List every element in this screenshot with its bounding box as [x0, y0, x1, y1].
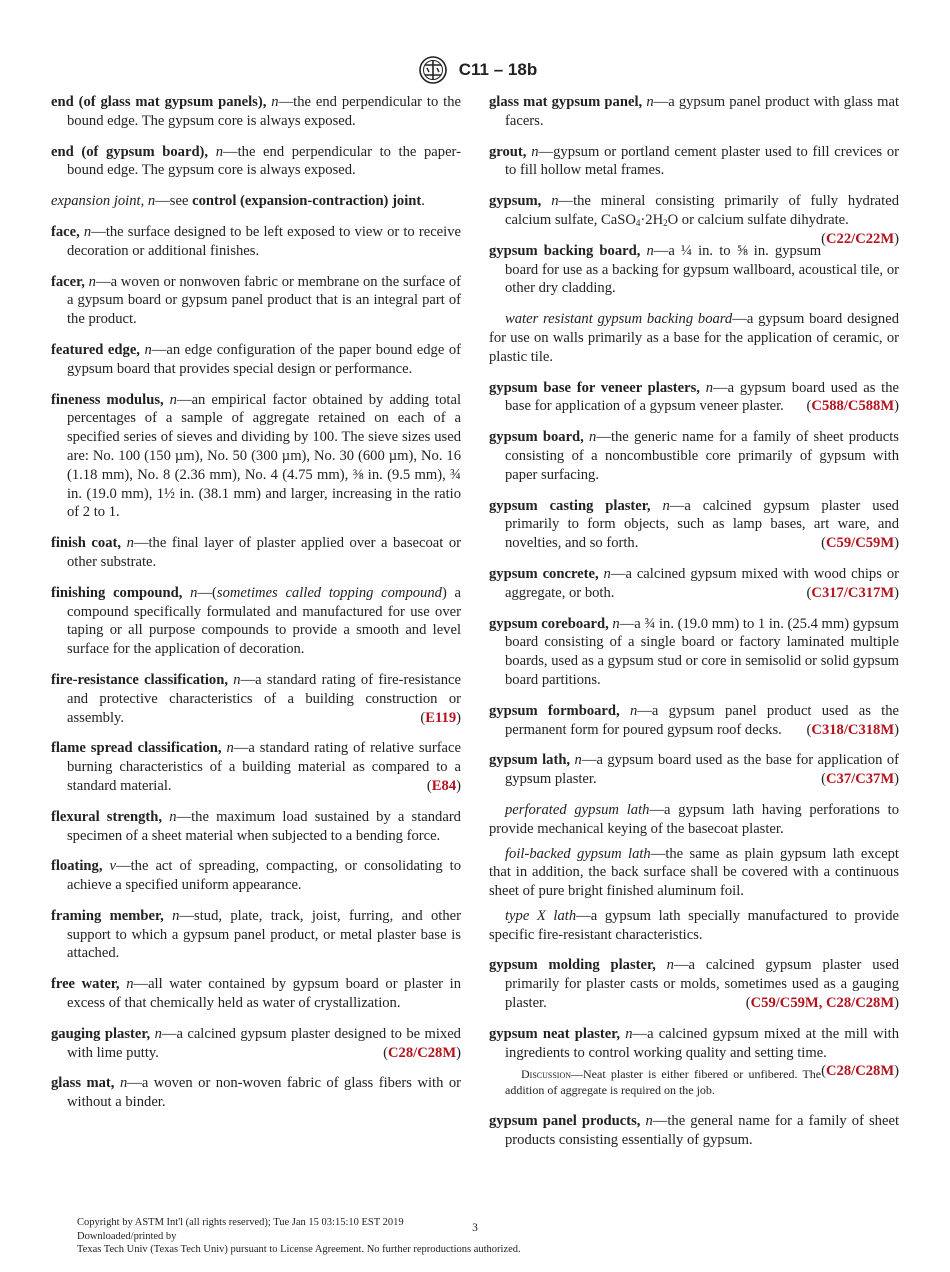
standard-reference-link[interactable]: C22/C22M: [826, 230, 895, 247]
definition-entry: gypsum concrete, n—a calcined gypsum mixed with wood chips or aggregate, or both. (C317/C317M): [489, 565, 899, 601]
definition-entry: end (of gypsum board), n—the end perpendicular to the paper-bound edge. The gypsum core is always exposed.: [51, 143, 461, 179]
standard-reference-link[interactable]: C318/C318M: [811, 721, 895, 738]
footer-line: Texas Tech Univ (Texas Tech Univ) pursuant to License Agreement. No further reproductions authorized.: [77, 1244, 521, 1255]
definition-entry: gypsum molding plaster, n—a calcined gypsum plaster used primarily for plaster casts or molds, sometimes used as a gauging plaster. (C59/C59M, C28/C28M): [489, 957, 899, 1012]
definition-entry: floating, v—the act of spreading, compacting, or consolidating to achieve a specified uniform appearance.: [51, 858, 461, 894]
cross-reference: control (expansion-contraction) joint: [192, 193, 422, 210]
definition-entry: framing member, n—stud, plate, track, joist, furring, and other support to which a gypsum panel product, or metal plaster base is attached.: [51, 907, 461, 962]
definition-entry: facer, n—a woven or nonwoven fabric or membrane on the surface of a gypsum board or gypsum panel product that is an integral part of the product.: [51, 273, 461, 328]
sub-definition-entry: foil-backed gypsum lath—the same as plain gypsum lath except that in addition, the back surface shall be covered with a continuous sheet of pure bright finished aluminum foil.: [489, 845, 899, 900]
standard-reference-link[interactable]: C28/C28M: [388, 1044, 457, 1061]
definition-entry: gypsum, n—the mineral consisting primarily of fully hydrated calcium sulfate, $CaSO_4\cdot 2H_2O$ or calcium sulfate dihydrate. (C22/C22M): [489, 193, 899, 247]
definition-entry: gypsum casting plaster, n—a calcined gypsum plaster used primarily to form objects, such as lamp bases, art ware, and novelties, and so forth. (C59/C59M): [489, 497, 899, 552]
definition-entry: face, n—the surface designed to be left exposed to view or to receive decoration or additional finishes.: [51, 223, 461, 259]
standard-reference-link[interactable]: C28/C28M: [826, 1063, 895, 1080]
definition-entry: free water, n—all water contained by gypsum board or plaster in excess of that chemically held as water of crystallization.: [51, 976, 461, 1012]
definition-entry: end (of glass mat gypsum panels), n—the end perpendicular to the bound edge. The gypsum core is always exposed.: [51, 94, 461, 129]
standard-reference-link[interactable]: C28/C28M: [826, 995, 895, 1012]
page-header: [0, 55, 950, 85]
standard-reference-link[interactable]: C317/C317M: [811, 584, 895, 601]
standard-reference-link[interactable]: C59/C59M: [826, 535, 895, 552]
standard-reference-link[interactable]: C588/C588M: [811, 398, 895, 415]
definition-entry: gypsum lath, n—a gypsum board used as the base for application of gypsum plaster. (C37/C37M): [489, 752, 899, 788]
footer-line: Downloaded/printed by: [77, 1230, 177, 1242]
definition-entry: featured edge, n—an edge configuration of the paper bound edge of gypsum board that provides special design or performance.: [51, 341, 461, 377]
discussion-note: Discussion—Neat plaster is either fibered or unfibered. The addition of aggregate is required on the job.: [505, 1067, 822, 1098]
sub-definition-entry: perforated gypsum lath—a gypsum lath having perforations to provide mechanical keying of the basecoat plaster.: [489, 801, 900, 837]
definition-entry: gypsum board, n—the generic name for a family of sheet products consisting of a noncombustible core primarily of gypsum with paper surfacing.: [489, 429, 899, 483]
definition-entry: flexural strength, n—the maximum load sustained by a standard specimen of a sheet material when subjected to a bending force.: [51, 808, 461, 844]
definition-entry: gypsum formboard, n—a gypsum panel product used as the permanent form for poured gypsum roof decks. (C318/C318M): [489, 702, 899, 738]
definition-entry: glass mat gypsum panel, n—a gypsum panel product with glass mat facers.: [489, 94, 899, 129]
sub-definition-entry: type X lath—a gypsum lath specially manufactured to provide specific fire-resistant characteristics.: [489, 907, 899, 943]
page-number: 3: [472, 1222, 478, 1234]
definition-entry: glass mat, n—a woven or non-woven fabric of glass fibers with or without a binder.: [51, 1075, 461, 1111]
astm-logo-icon: [413, 55, 453, 85]
definition-entry: gypsum base for veneer plasters, n—a gypsum board used as the base for application of a gypsum veneer plaster. (C588/C588M): [489, 379, 899, 415]
footer-line: Copyright by ASTM Int'l (all rights reserved); Tue Jan 15 03:15:10 EST 2019: [77, 1217, 404, 1228]
copyright-footer: [77, 1216, 677, 1257]
definition-entry: expansion joint, n—see control (expansion-contraction) joint.: [51, 193, 425, 210]
definition-entry: gauging plaster, n—a calcined gypsum plaster designed to be mixed with lime putty. (C28/C28M): [51, 1025, 461, 1061]
definition-entry: gypsum panel products, n—the general name for a family of sheet products consisting essentially of gypsum.: [489, 1113, 899, 1149]
definition-entry: gypsum coreboard, n—a ¾ in. (19.0 mm) to 1 in. (25.4 mm) gypsum board consisting of a single board or factory laminated multiple boards, used as a gypsum stud or core in semisolid or solid gypsum board partitions.: [489, 615, 899, 688]
document-id: C11 – 18b: [458, 60, 538, 79]
definition-entry: finishing compound, n—(sometimes called topping compound) a compound specifically formulated and manufactured for use over taping or all purpose compounds to provide a smooth and level surface for the application of decoration.: [51, 584, 461, 658]
definition-entry: fineness modulus, n—an empirical factor obtained by adding total percentages of a sample of aggregate retained on each of a specified series of sieves and dividing by 100. The sieve sizes used are: No. 100 (150 µm), No. 50 (300 µm), No. 30 (600 µm), No. 16 (1.18 mm), No. 8 (2.36 mm), No. 4 (4.75 mm), ⅜ in. (9.5 mm), ¾ in. (19.0 mm), 1½ in. (38.1 mm) and larger, increasing in the ratio of 2 to 1.: [51, 391, 461, 521]
definition-entry: fire-resistance classification, n—a standard rating of fire-resistance and protective characteristics of a building construction or assembly. (E119): [51, 671, 461, 726]
standard-reference-link[interactable]: C37/C37M: [826, 771, 895, 788]
standard-reference-link[interactable]: E119: [425, 709, 457, 726]
definition-entry: finish coat, n—the final layer of plaster applied over a basecoat or other substrate.: [51, 535, 462, 570]
standard-reference-link[interactable]: C59/C59M: [750, 995, 819, 1012]
standard-reference-link[interactable]: E84: [431, 777, 457, 794]
definition-entry: grout, n—gypsum or portland cement plaster used to fill crevices or to fill hollow metal frames.: [489, 143, 899, 179]
right-column: [489, 93, 899, 1162]
sub-definition-entry: water resistant gypsum backing board—a gypsum board designed for use on walls primarily as a base for the application of ceramic, or plastic tile.: [489, 311, 899, 365]
left-column: [51, 93, 461, 1124]
definition-entry: gypsum backing board, n—a ¼ in. to ⅝ in. gypsum board for use as a backing for gypsum wallboard, acoustical tile, or other dry cladding.: [489, 242, 899, 297]
definition-entry: flame spread classification, n—a standard rating of relative surface burning characteristics of a building material as compared to a standard material. (E84): [51, 740, 461, 794]
definition-entry: gypsum neat plaster, n—a calcined gypsum mixed at the mill with ingredients to control working quality and setting time. (C28/C28M): [489, 1025, 899, 1080]
